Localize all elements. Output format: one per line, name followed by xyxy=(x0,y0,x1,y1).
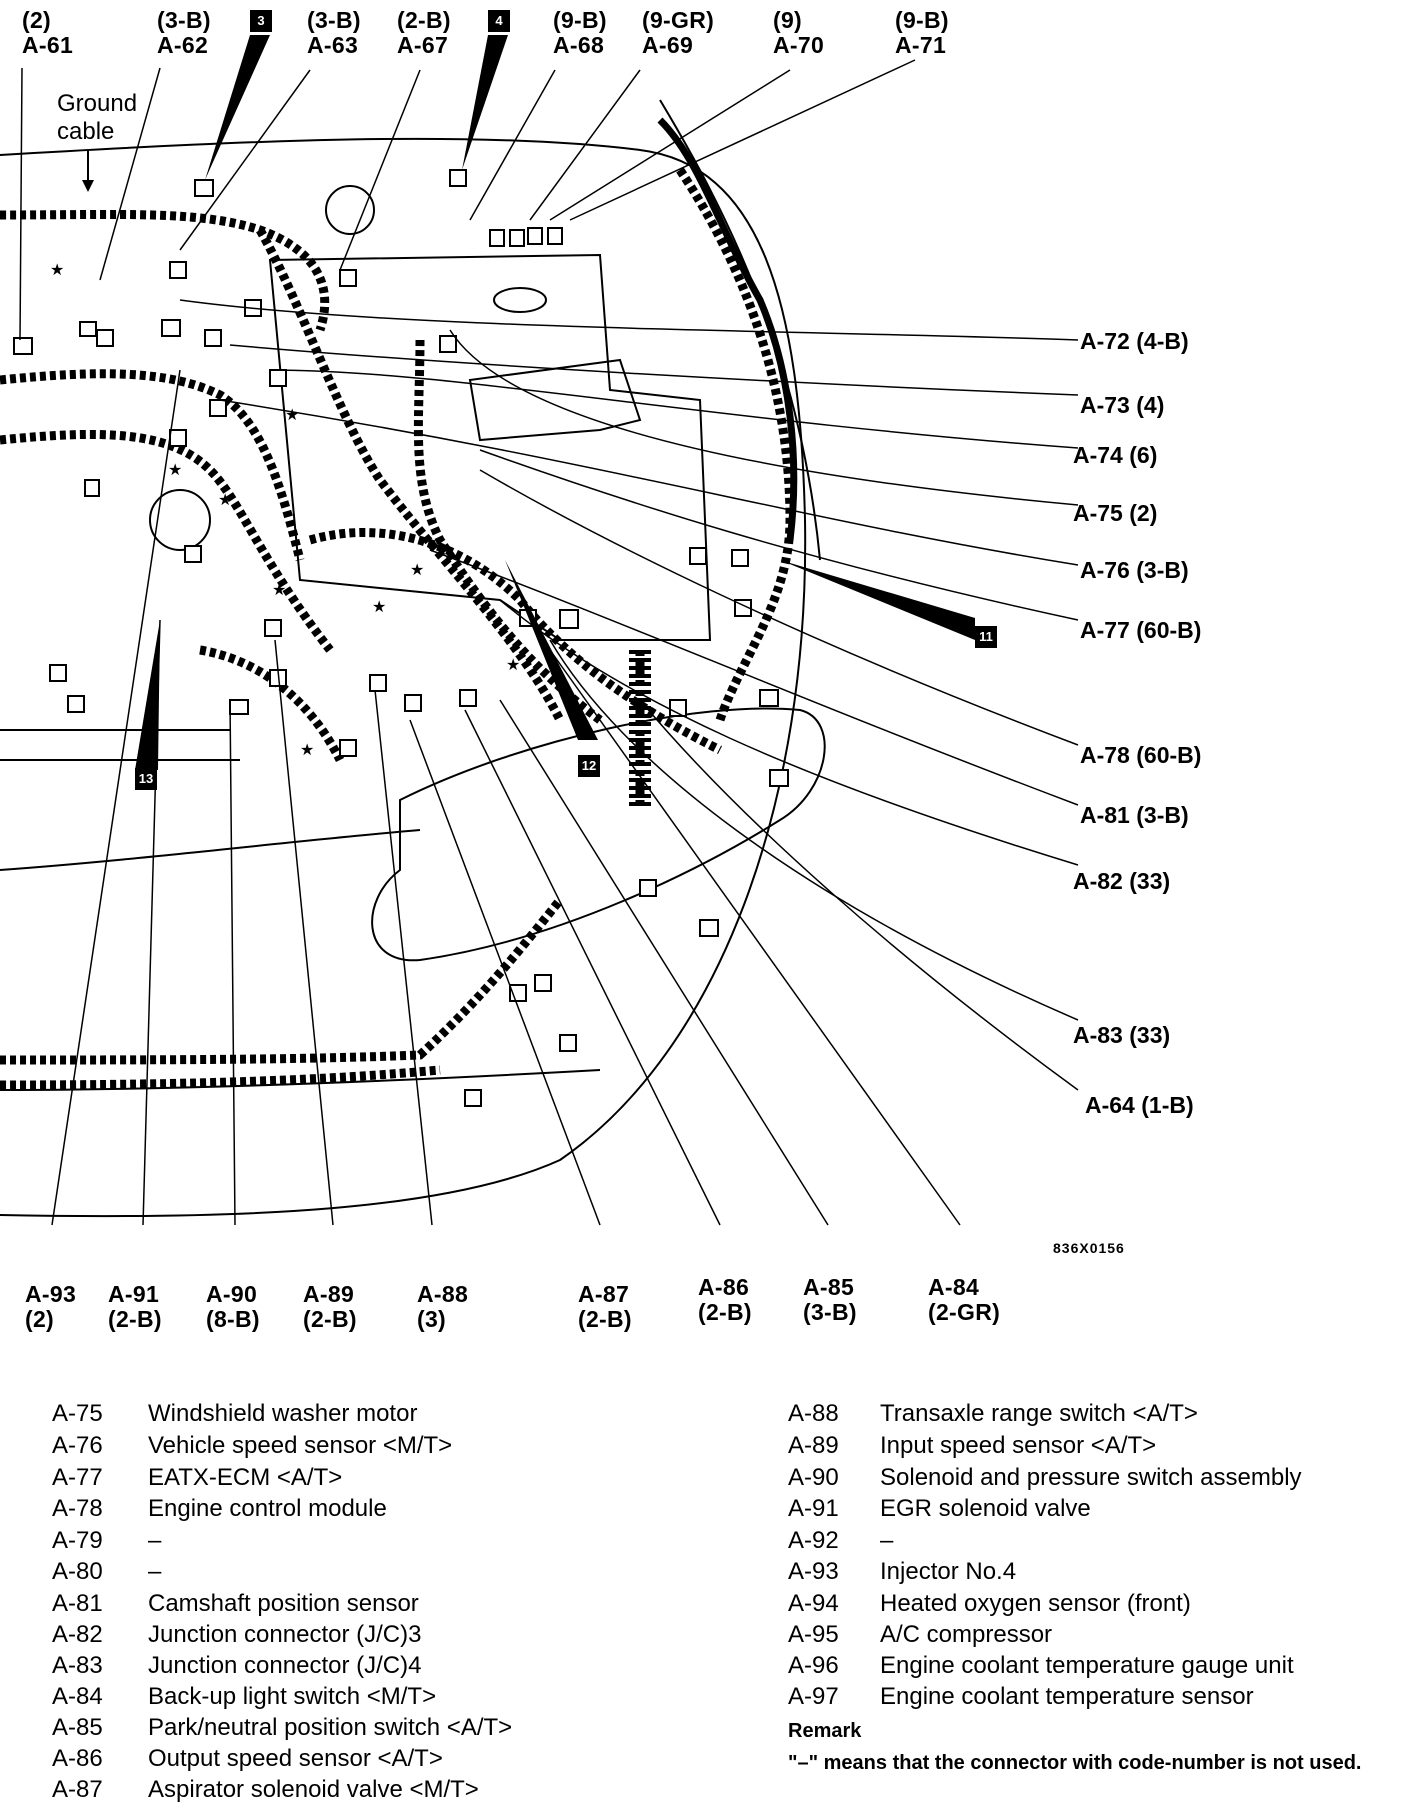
legend-code: A-83 xyxy=(52,1652,103,1679)
section-marker-3: 3 xyxy=(250,10,272,32)
legend-item xyxy=(52,1400,672,1432)
legend-item xyxy=(52,1432,672,1464)
legend-code: A-87 xyxy=(52,1776,103,1803)
callout-code: A-93 xyxy=(25,1281,77,1307)
legend-code: A-96 xyxy=(788,1652,839,1679)
callout-a83: A-83 (33) xyxy=(1073,1022,1171,1048)
callout-a73: A-73 (4) xyxy=(1080,392,1165,418)
callout-spec: (2-GR) xyxy=(928,1299,1001,1325)
legend-item xyxy=(788,1432,1398,1464)
legend-desc: Output speed sensor <A/T> xyxy=(148,1745,443,1772)
legend-desc: Transaxle range switch <A/T> xyxy=(880,1400,1198,1427)
callout-spec: (2-B) xyxy=(698,1299,752,1325)
svg-text:★: ★ xyxy=(168,460,183,479)
ground-cable-line1: Ground xyxy=(57,90,138,117)
callout-spec: (2-B) xyxy=(578,1306,632,1332)
legend-code: A-90 xyxy=(788,1464,839,1491)
legend-desc: Heated oxygen sensor (front) xyxy=(880,1590,1191,1617)
legend-item xyxy=(788,1558,1398,1590)
callout-spec: (2-B) xyxy=(108,1306,162,1332)
callout-code: A-68 xyxy=(553,32,605,58)
legend-code: A-81 xyxy=(52,1590,103,1617)
callout-code: A-63 xyxy=(307,32,359,58)
remark-text: "–" means that the connector with code-number is not used. xyxy=(788,1752,1362,1774)
legend-code: A-92 xyxy=(788,1527,839,1554)
svg-text:★: ★ xyxy=(300,740,315,759)
callout-code: A-87 xyxy=(578,1281,630,1307)
section-marker-11: 11 xyxy=(975,626,997,648)
legend-desc: Engine coolant temperature gauge unit xyxy=(880,1652,1294,1679)
legend-code: A-91 xyxy=(788,1495,839,1522)
callout-a68 xyxy=(553,8,607,58)
callout-code: A-89 xyxy=(303,1281,355,1307)
legend-desc: A/C compressor xyxy=(880,1621,1053,1648)
legend-item xyxy=(52,1714,672,1746)
legend-code: A-86 xyxy=(52,1745,103,1772)
legend-item xyxy=(52,1683,672,1715)
legend-desc: – xyxy=(148,1527,162,1554)
legend-code: A-77 xyxy=(52,1464,103,1491)
legend-item xyxy=(52,1495,672,1527)
legend-code: A-97 xyxy=(788,1683,839,1710)
callout-spec: (2-B) xyxy=(397,7,451,33)
callout-a82: A-82 (33) xyxy=(1073,868,1171,894)
legend-desc: Windshield washer motor xyxy=(148,1400,418,1427)
callout-a64: A-64 (1-B) xyxy=(1085,1092,1194,1118)
legend-item xyxy=(788,1652,1398,1684)
callout-a84 xyxy=(928,1275,1000,1325)
callout-code: A-88 xyxy=(417,1281,469,1307)
legend-item xyxy=(52,1621,672,1653)
legend-code: A-82 xyxy=(52,1621,103,1648)
callout-a72: A-72 (4-B) xyxy=(1080,328,1189,354)
legend-code: A-95 xyxy=(788,1621,839,1648)
lower-panel-outline xyxy=(372,708,825,960)
callout-a70 xyxy=(773,8,824,58)
lower-line-3 xyxy=(0,830,420,870)
legend-desc: Engine control module xyxy=(148,1495,387,1522)
legend-code: A-93 xyxy=(788,1558,839,1585)
legend-code: A-78 xyxy=(52,1495,103,1522)
callout-spec: (2-B) xyxy=(303,1306,357,1332)
connector-legend xyxy=(0,1400,1408,1814)
legend-code: A-84 xyxy=(52,1683,103,1710)
legend-item xyxy=(52,1776,672,1808)
legend-item xyxy=(52,1652,672,1684)
wheel-hub xyxy=(150,490,210,550)
callout-spec: (9-GR) xyxy=(642,7,715,33)
svg-text:★: ★ xyxy=(506,655,521,674)
callout-spec: (3-B) xyxy=(157,7,211,33)
callout-a75: A-75 (2) xyxy=(1073,500,1158,526)
callout-code: A-61 xyxy=(22,32,74,58)
callout-code: A-90 xyxy=(206,1281,258,1307)
callout-code: A-86 xyxy=(698,1274,750,1300)
filler-neck xyxy=(494,288,546,312)
legend-desc: Junction connector (J/C)3 xyxy=(148,1621,422,1648)
ground-cable-label xyxy=(57,90,137,146)
callout-a87 xyxy=(578,1282,632,1332)
legend-desc: Aspirator solenoid valve <M/T> xyxy=(148,1776,479,1803)
callout-spec: (3-B) xyxy=(803,1299,857,1325)
legend-desc: – xyxy=(148,1558,162,1585)
legend-item xyxy=(52,1527,672,1559)
callout-a90 xyxy=(206,1282,260,1332)
callout-a93 xyxy=(25,1282,76,1332)
remark-title: Remark xyxy=(788,1720,862,1742)
legend-item xyxy=(788,1464,1398,1496)
callout-a69 xyxy=(642,8,714,58)
ground-cable-line2: cable xyxy=(57,118,115,145)
wiring-harness xyxy=(0,170,790,1085)
callout-a76: A-76 (3-B) xyxy=(1080,557,1189,583)
legend-desc: EGR solenoid valve xyxy=(880,1495,1091,1522)
legend-code: A-89 xyxy=(788,1432,839,1459)
svg-text:★: ★ xyxy=(372,597,387,616)
callout-a85 xyxy=(803,1275,857,1325)
legend-desc: Solenoid and pressure switch assembly xyxy=(880,1464,1302,1491)
callout-code: A-84 xyxy=(928,1274,980,1300)
figure-code: 836X0156 xyxy=(1053,1240,1125,1256)
legend-desc: Junction connector (J/C)4 xyxy=(148,1652,422,1679)
lower-line-4 xyxy=(0,1070,600,1090)
callout-a74: A-74 (6) xyxy=(1073,442,1158,468)
legend-code: A-76 xyxy=(52,1432,103,1459)
legend-desc: EATX-ECM <A/T> xyxy=(148,1464,343,1491)
callout-spec: (2) xyxy=(25,1306,55,1332)
legend-code: A-75 xyxy=(52,1400,103,1427)
legend-desc: Camshaft position sensor xyxy=(148,1590,419,1617)
legend-item xyxy=(788,1590,1398,1622)
section-marker-4: 4 xyxy=(488,10,510,32)
legend-desc: Back-up light switch <M/T> xyxy=(148,1683,437,1710)
wedge-markers xyxy=(135,32,975,770)
callout-code: A-85 xyxy=(803,1274,855,1300)
callout-a88 xyxy=(417,1282,468,1332)
legend-item xyxy=(788,1400,1398,1432)
callout-code: A-71 xyxy=(895,32,947,58)
section-marker-13: 13 xyxy=(135,768,157,790)
legend-code: A-79 xyxy=(52,1527,103,1554)
legend-desc: Engine coolant temperature sensor xyxy=(880,1683,1254,1710)
legend-code: A-80 xyxy=(52,1558,103,1585)
callout-a71 xyxy=(895,8,949,58)
ground-cable-arrowhead xyxy=(82,180,94,192)
connectors xyxy=(14,170,788,1106)
legend-item xyxy=(788,1683,1398,1715)
legend-desc: Input speed sensor <A/T> xyxy=(880,1432,1157,1459)
callout-a91 xyxy=(108,1282,162,1332)
callout-spec: (8-B) xyxy=(206,1306,260,1332)
callout-a63 xyxy=(307,8,361,58)
callout-code: A-70 xyxy=(773,32,825,58)
callout-a77: A-77 (60-B) xyxy=(1080,617,1202,643)
callout-code: A-69 xyxy=(642,32,694,58)
callout-spec: (9-B) xyxy=(553,7,607,33)
callout-a81: A-81 (3-B) xyxy=(1080,802,1189,828)
callout-spec: (9) xyxy=(773,7,803,33)
callout-a78: A-78 (60-B) xyxy=(1080,742,1202,768)
svg-text:★: ★ xyxy=(410,560,425,579)
callout-code: A-62 xyxy=(157,32,209,58)
callout-spec: (2) xyxy=(22,7,52,33)
callout-a67 xyxy=(397,8,451,58)
callout-spec: (3-B) xyxy=(307,7,361,33)
legend-item xyxy=(52,1464,672,1496)
callout-code: A-91 xyxy=(108,1281,160,1307)
legend-code: A-85 xyxy=(52,1714,103,1741)
legend-item xyxy=(52,1558,672,1590)
legend-desc: Park/neutral position switch <A/T> xyxy=(148,1714,513,1741)
callout-spec: (9-B) xyxy=(895,7,949,33)
legend-item xyxy=(788,1621,1398,1653)
legend-desc: – xyxy=(880,1527,894,1554)
svg-text:★: ★ xyxy=(272,580,287,599)
legend-item xyxy=(788,1495,1398,1527)
legend-code: A-94 xyxy=(788,1590,839,1617)
legend-desc: Vehicle speed sensor <M/T> xyxy=(148,1432,453,1459)
svg-text:★: ★ xyxy=(50,260,65,279)
legend-item xyxy=(788,1527,1398,1559)
section-marker-12: 12 xyxy=(578,755,600,777)
legend-desc: Injector No.4 xyxy=(880,1558,1017,1585)
reservoir-cap xyxy=(326,186,374,234)
legend-item xyxy=(52,1590,672,1622)
legend-code: A-88 xyxy=(788,1400,839,1427)
callout-a86 xyxy=(698,1275,752,1325)
callout-code: A-67 xyxy=(397,32,449,58)
callout-a61 xyxy=(22,8,73,58)
callout-a89 xyxy=(303,1282,357,1332)
callout-a62 xyxy=(157,8,211,58)
svg-text:★: ★ xyxy=(218,490,233,509)
svg-text:★: ★ xyxy=(285,405,300,424)
callout-spec: (3) xyxy=(417,1306,447,1332)
legend-item xyxy=(52,1745,672,1777)
